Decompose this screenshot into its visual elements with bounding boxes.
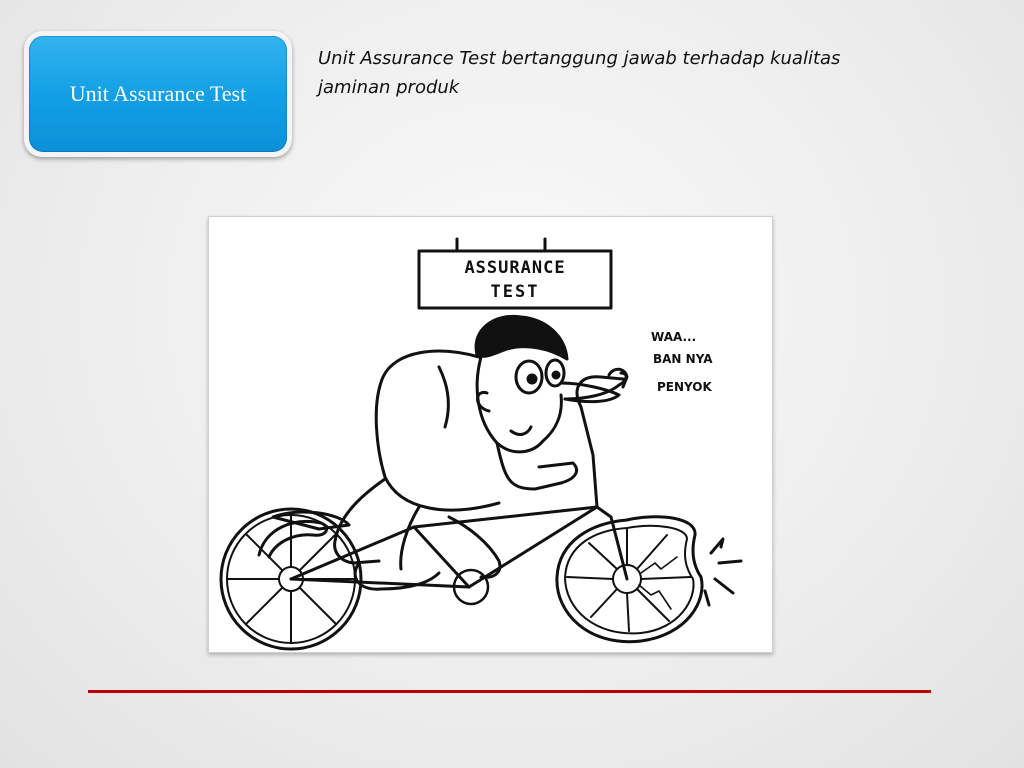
front-wheel (557, 517, 702, 642)
slide-title-badge (24, 31, 292, 157)
slide-description: Unit Assurance Test bertanggung jawab terhadap kualitas jaminan produk (318, 48, 841, 98)
speech-text-line3: PENYOK (657, 380, 712, 394)
slide-title-badge-inner (29, 36, 287, 152)
speech-text-line2: BAN NYA (653, 352, 713, 366)
slide-title: Unit Assurance Test (69, 81, 247, 106)
cartoon-svg (209, 217, 772, 652)
rider (335, 316, 626, 589)
footer-divider (88, 690, 931, 693)
speech-text-line1: WAA... (651, 330, 697, 344)
impact-marks (705, 539, 741, 605)
bike-frame (259, 377, 627, 604)
cartoon-illustration (208, 216, 773, 653)
sign-text-line1: ASSURANCE (464, 258, 566, 278)
sign-text-line2: TEST (490, 282, 540, 302)
